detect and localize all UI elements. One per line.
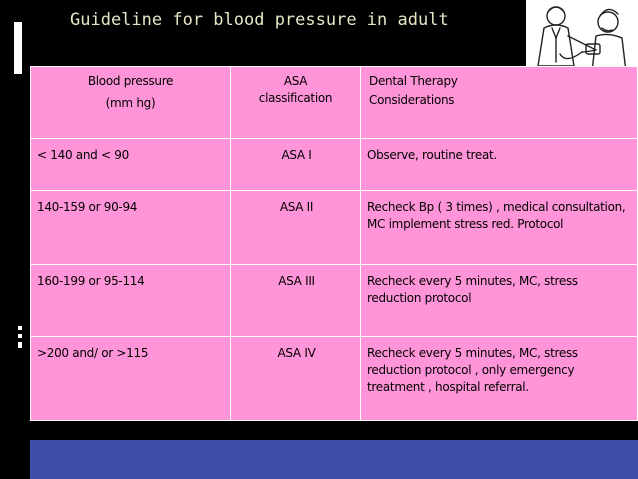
header-asa-line2: classification [258, 91, 333, 105]
header-blood-pressure [31, 67, 231, 139]
cell-therapy: Observe, routine treat. [361, 139, 638, 191]
table-row [31, 265, 638, 337]
table-row [31, 337, 638, 421]
slide-title: Guideline for blood pressure in adult [70, 10, 449, 30]
header-asa-line1: ASA [283, 74, 308, 88]
header-dental-line1: Dental Therapy [369, 74, 458, 88]
cell-asa: ASA IV [231, 337, 361, 421]
cell-therapy: Recheck every 5 minutes, MC, stress reduction protocol [361, 265, 638, 337]
cell-blood-pressure: >200 and/ or >115 [31, 337, 231, 421]
cell-blood-pressure: 160-199 or 95-114 [31, 265, 231, 337]
blood-pressure-table [30, 66, 638, 421]
cell-asa: ASA III [231, 265, 361, 337]
table-header-row [31, 67, 638, 139]
bottom-decor-band [30, 440, 638, 479]
cell-asa: ASA II [231, 191, 361, 265]
cell-asa: ASA I [231, 139, 361, 191]
header-blood-pressure-line1: Blood pressure [87, 74, 174, 88]
cell-therapy: Recheck every 5 minutes, MC, stress reduction protocol , only emergency treatment , hospital referral. [361, 337, 638, 421]
cell-therapy: Recheck Bp ( 3 times) , medical consultation, MC implement stress red. Protocol [361, 191, 638, 265]
header-dental-therapy [361, 67, 638, 139]
header-asa [231, 67, 361, 139]
cell-blood-pressure: < 140 and < 90 [31, 139, 231, 191]
header-dental-line2: Considerations [369, 93, 455, 107]
header-blood-pressure-line2: (mm hg) [105, 96, 156, 110]
cell-blood-pressure: 140-159 or 90-94 [31, 191, 231, 265]
table-row [31, 191, 638, 265]
table-row [31, 139, 638, 191]
